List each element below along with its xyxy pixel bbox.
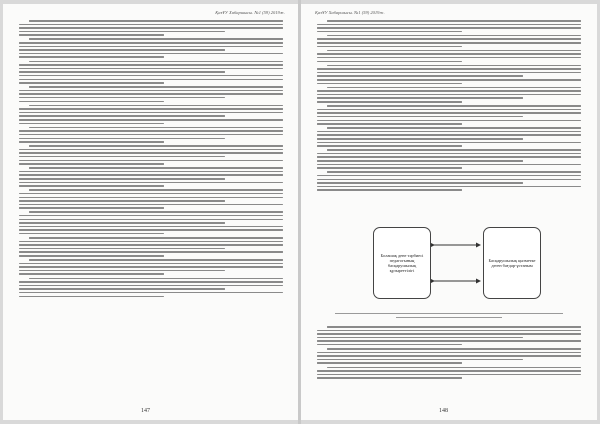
figure-box-orientation: Басқарушылық қызметке деген бағдар-ұстаным (483, 227, 541, 299)
paragraph (317, 105, 581, 124)
paragraph (19, 61, 283, 84)
paragraph (317, 87, 581, 103)
paragraph (19, 189, 283, 208)
paragraph (19, 167, 283, 186)
body-text-continued (317, 326, 581, 381)
paragraph (317, 50, 581, 62)
paragraph (317, 149, 581, 168)
paragraph (19, 278, 283, 297)
page-number: 147 (141, 408, 150, 414)
paragraph (19, 20, 283, 36)
paragraph (19, 145, 283, 164)
figure-diagram (363, 223, 553, 309)
left-page (3, 4, 299, 420)
paragraph (317, 20, 581, 32)
paragraph (19, 38, 283, 57)
paragraph (19, 259, 283, 275)
figure-caption (317, 313, 581, 320)
body-text (19, 20, 283, 300)
paragraph (317, 326, 581, 345)
paragraph (19, 86, 283, 102)
paragraph (317, 127, 581, 146)
right-page (301, 4, 597, 420)
paragraph (317, 65, 581, 84)
running-header: ҚазҰУ Хабаршысы. №1 (59) 2019ж. (215, 10, 285, 15)
double-arrow-icon (431, 227, 483, 299)
paragraph (317, 367, 581, 379)
figure-box-competence: Болашақ дене тәрбиесі педагогының басқарушылық құзыреттілігі (373, 227, 431, 299)
page-number: 148 (439, 408, 448, 414)
running-header: ҚазҰУ Хабаршысы. №1 (59) 2019ж. (315, 10, 385, 15)
paragraph (19, 127, 283, 143)
body-text (317, 20, 581, 193)
paragraph (19, 237, 283, 256)
paragraph (19, 211, 283, 234)
paragraph (317, 35, 581, 47)
paragraph (317, 171, 581, 190)
paragraph (19, 105, 283, 124)
paragraph (317, 348, 581, 364)
